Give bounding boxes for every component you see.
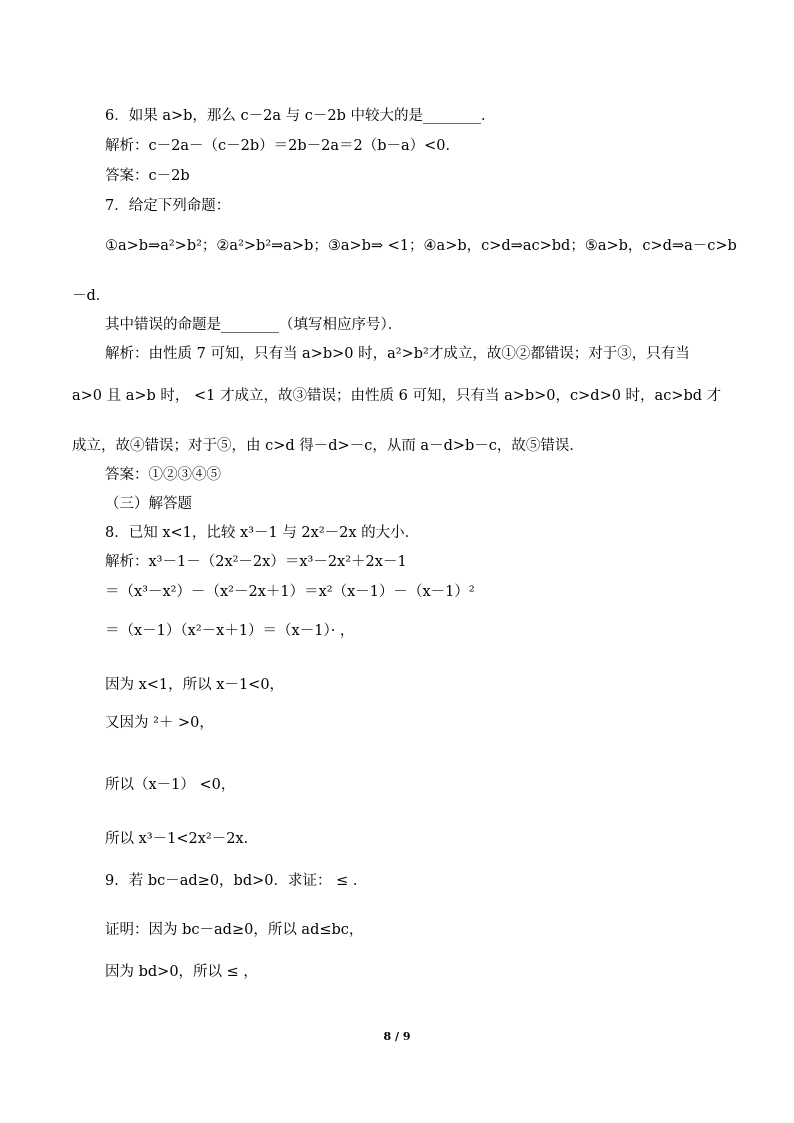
text-line-q7-items-cont: －d． [72,288,111,304]
text-line-q7-question: 其中错误的命题是________（填写相应序号）． [105,317,403,333]
page-number: 8 / 9 [383,1030,411,1043]
text-line-q8-analysis-3: ＝（x－1）（x²－x＋1）＝（x－1）· ， [105,623,355,639]
text-line-q7: 7．给定下列命题： [105,198,231,214]
text-line-q8: 8．已知 x<1，比较 x³－1 与 2x²－2x 的大小． [105,525,420,541]
text-line-q8-analysis-1: 解析：x³－1－（2x²－2x）＝x³－2x²＋2x－1 [105,554,407,570]
text-line-q9-proof-1: 证明：因为 bc－ad≥0，所以 ad≤bc， [105,922,364,938]
text-line-q8-step-1: 因为 x<1，所以 x－1<0， [105,677,285,693]
text-line-q9: 9．若 bc－ad≥0，bd>0．求证： ≤ ． [105,873,368,889]
text-line-q7-analysis-1: 解析：由性质 7 可知，只有当 a>b>0 时，a²>b²才成立，故①②都错误；对于③，只有当 [105,346,690,362]
text-line-q6: 6．如果 a>b，那么 c－2a 与 c－2b 中较大的是________． [105,108,496,124]
text-line-q6-analysis: 解析：c－2a－（c－2b）＝2b－2a＝2（b－a）<0． [105,138,461,154]
text-line-q7-items: ①a>b⇒a²>b²；②a²>b²⇒a>b；③a>b⇒ <1；④a>b，c>d⇒ac>bd；⑤a>b，c>d⇒a－c>b [105,238,737,254]
text-line-section-3: （三）解答题 [105,496,192,512]
text-line-q8-conclusion: 所以 x³－1<2x²－2x． [105,831,259,847]
text-line-q7-analysis-3: 成立，故④错误；对于⑤，由 c>d 得－d>－c，从而 a－d>b－c，故⑤错误． [72,438,584,454]
text-line-q6-answer: 答案：c－2b [105,168,190,184]
text-line-q8-step-2: 又因为 ²＋ >0， [105,715,214,731]
text-line-q8-step-3: 所以（x－1） <0， [105,777,236,793]
text-line-q8-analysis-2: ＝（x³－x²）－（x²－2x＋1）＝x²（x－1）－（x－1）² [105,584,475,600]
text-line-q9-proof-2: 因为 bd>0，所以 ≤ ， [105,964,258,980]
text-line-q7-answer: 答案：①②③④⑤ [105,467,221,483]
text-line-q7-analysis-2: a>0 且 a>b 时， <1 才成立，故③错误；由性质 6 可知，只有当 a>b>0，c>d>0 时，ac>bd 才 [72,388,722,404]
